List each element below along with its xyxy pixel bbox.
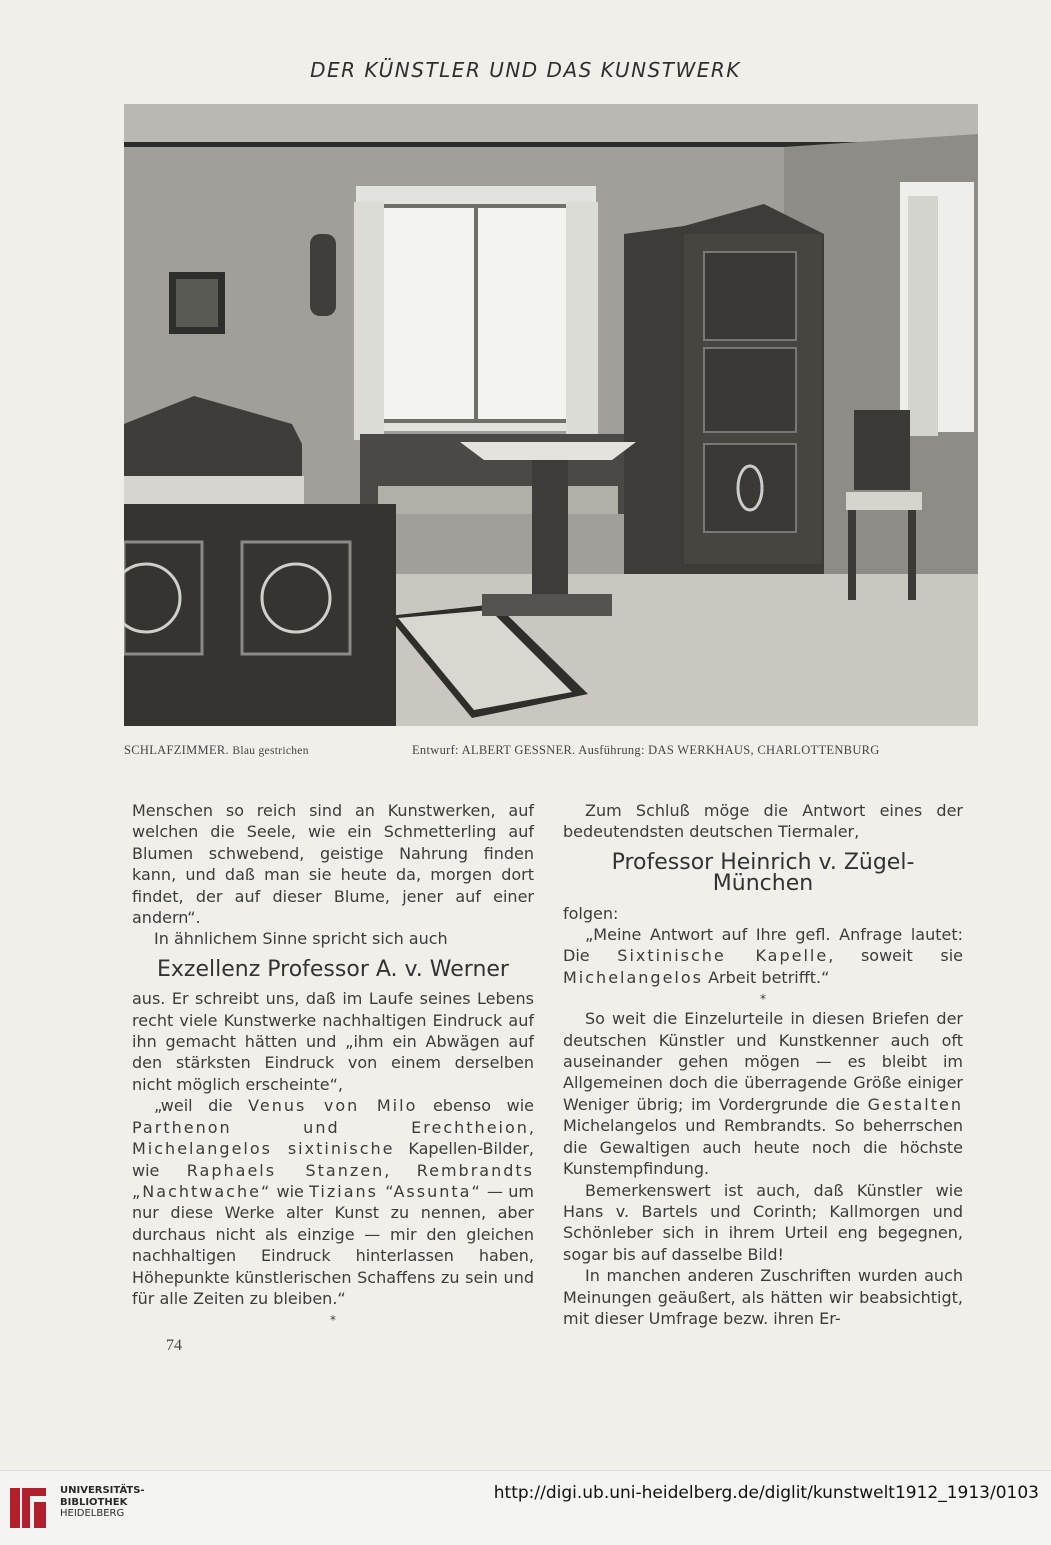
paragraph-quote: „weil die Venus von Milo ebenso wie Parthenon und Erechtheion, Michelangelos sixtinische Kapellen-Bilder, wie Raphaels Stanzen, Rembrandts „Nachtwache“ wie Tizians “Assunta“ — um nur diese Werke alter Kunst zu nennen, aber durchaus nicht als einzige — mir den gleichen nachhaltigen Eindruck hinterlassen haben, Höhepunkte künstlerischen Schaffens zu sein und für alle Zeiten zu bleiben.“	[132, 1096, 535, 1308]
left-column	[132, 800, 534, 1329]
page-number: 74	[166, 1337, 182, 1354]
paragraph: folgen:	[563, 903, 619, 923]
bedroom-photograph	[124, 104, 978, 726]
running-title: DER KÜNSTLER UND DAS KUNSTWERK	[310, 58, 741, 82]
heading-werner: Exzellenz Professor A. v. Werner	[157, 956, 509, 982]
section-star: *	[760, 992, 766, 1007]
paragraph-quote: „Meine Antwort auf Ihre gefl. Anfrage lautet: Die Sixtinische Kapelle, soweit sie Michelangelos Arbeit betrifft.“	[563, 925, 963, 987]
paragraph: aus. Er schreibt uns, daß im Laufe seines Lebens recht viele Kunstwerke nachhaltigen Eindruck auf ihn gemacht hätten und „ihm ein Abwägen auf den stärksten Eindruck von einem derselben nicht möglich erscheinte“,	[132, 989, 534, 1094]
library-name: UNIVERSITÄTS- BIBLIOTHEK HEIDELBERG	[60, 1485, 145, 1519]
paragraph: In ähnlichem Sinne spricht sich auch	[154, 929, 448, 949]
source-url-link[interactable]: http://digi.ub.uni-heidelberg.de/diglit/kunstwelt1912_1913/0103	[493, 1483, 1039, 1503]
footer-bar	[0, 1470, 1051, 1545]
heading-zuegel: Professor Heinrich v. Zügel-München	[611, 849, 915, 897]
paragraph: Bemerkenswert ist auch, daß Künstler wie Hans v. Bartels und Corinth; Kallmorgen und Schönleber sich in ihrem Urteil eng begegnen, sogar bis auf dasselbe Bild!	[563, 1180, 963, 1264]
paragraph: So weit die Einzelurteile in diesen Briefen der deutschen Künstler und Kunstkenner auch oft auseinander gehen mögen — es bleibt im Allgemeinen doch die überragende Größe einiger Weniger übrig; im Vordergrunde die Gestalten Michelangelos und Rembrandts. So beherrschen die Gewaltigen auch heute noch die höchste Kunstempfindung.	[563, 1009, 963, 1179]
caption-credit: Entwurf: ALBERT GESSNER. Ausführung: DAS WERKHAUS, CHARLOTTENBURG	[412, 743, 880, 757]
caption-title: SCHLAFZIMMER.	[124, 743, 229, 757]
caption-subtitle: Blau gestrichen	[232, 745, 309, 757]
paragraph: Menschen so reich sind an Kunstwerken, auf welchen die Seele, wie ein Schmetterling auf Blumen schwebend, geistige Nahrung finden kann, und daß man sie heute da, morgen dort findet, der auf dieser Blume, jener auf einer andern“.	[132, 801, 534, 928]
paragraph: In manchen anderen Zuschriften wurden auch Meinungen geäußert, als hätten wir beabsichtigt, mit dieser Umfrage bezw. ihren Er-	[563, 1266, 963, 1328]
paragraph: Zum Schluß möge die Antwort eines der bedeutendsten deutschen Tiermaler,	[563, 801, 963, 842]
library-logo-icon	[8, 1482, 50, 1532]
right-column	[563, 800, 963, 1329]
figure-caption	[124, 743, 970, 758]
section-star: *	[330, 1313, 336, 1328]
